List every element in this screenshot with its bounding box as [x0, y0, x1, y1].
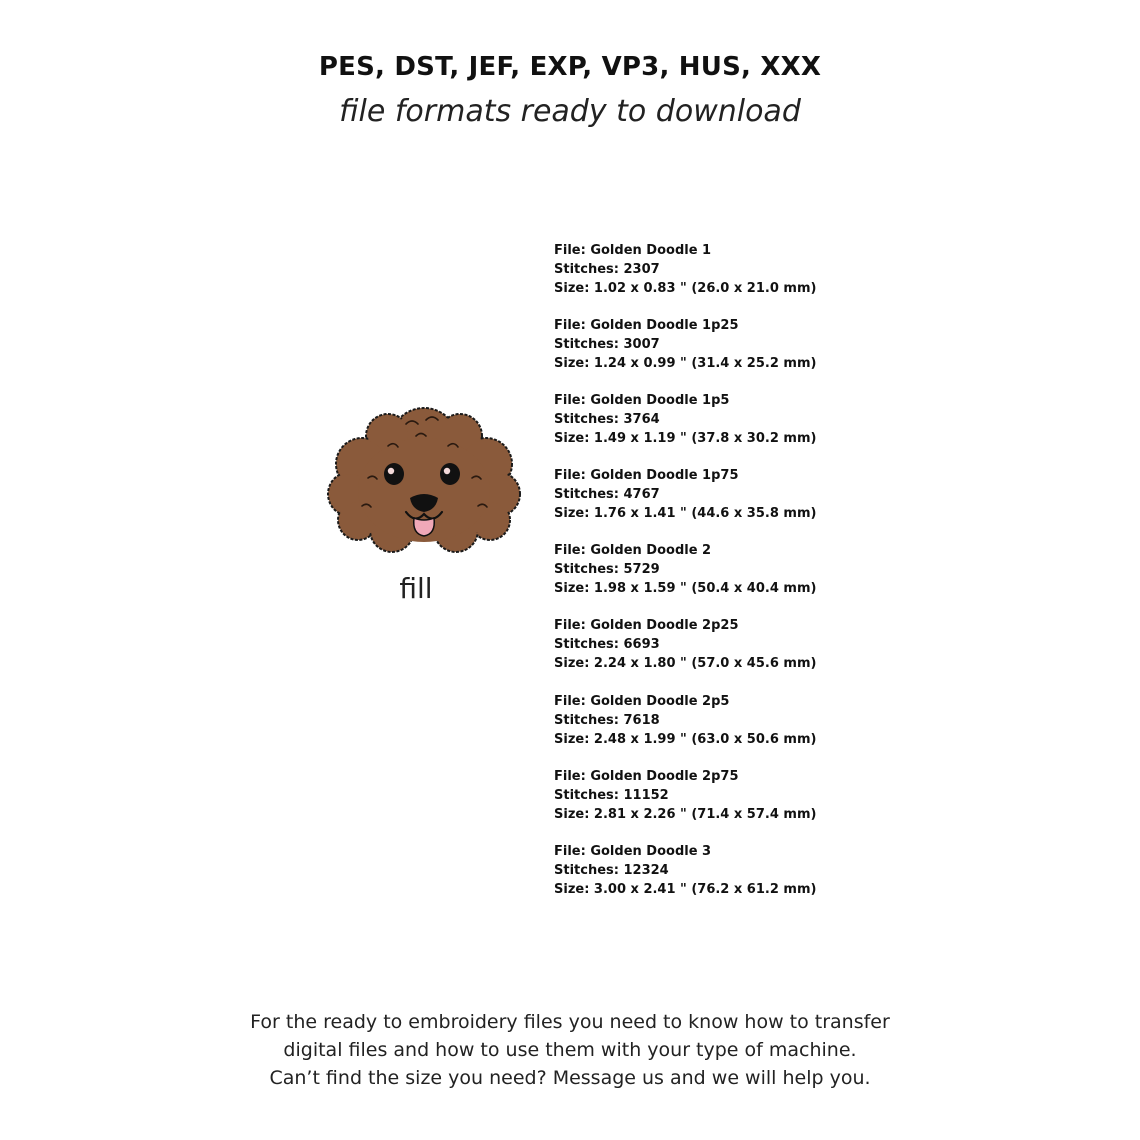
file-stitches: Stitches: 3764 [554, 412, 660, 428]
file-entry [554, 316, 854, 391]
file-size: Size: 2.81 x 2.26 " (71.4 x 57.4 mm) [554, 806, 817, 822]
file-entry [554, 767, 854, 842]
file-stitches: Stitches: 3007 [554, 337, 660, 353]
file-entry [554, 241, 854, 316]
file-stitches: Stitches: 4767 [554, 487, 660, 503]
file-stitches: Stitches: 6693 [554, 637, 660, 653]
file-name: File: Golden Doodle 1 [554, 243, 712, 258]
file-size: Size: 1.49 x 1.19 " (37.8 x 30.2 mm) [554, 431, 817, 447]
footer-line: digital files and how to use them with your type of machine. [283, 1039, 857, 1061]
file-stitches: Stitches: 2307 [554, 262, 660, 277]
design-type-label: fill [399, 572, 433, 605]
file-entry [554, 842, 854, 917]
file-size: Size: 3.00 x 2.41 " (76.2 x 61.2 mm) [554, 881, 817, 897]
file-entry [554, 541, 854, 616]
file-size: Size: 2.24 x 1.80 " (57.0 x 45.6 mm) [554, 656, 817, 672]
file-name: File: Golden Doodle 1p25 [554, 318, 739, 334]
file-name: File: Golden Doodle 2p5 [554, 693, 730, 709]
file-stitches: Stitches: 7618 [554, 712, 660, 728]
file-name: File: Golden Doodle 2 [554, 543, 712, 559]
file-entry [554, 391, 854, 466]
file-name: File: Golden Doodle 1p5 [554, 393, 730, 409]
file-size: Size: 1.76 x 1.41 " (44.6 x 35.8 mm) [554, 506, 817, 522]
file-stitches: Stitches: 12324 [554, 862, 669, 878]
file-stitches: Stitches: 11152 [554, 787, 669, 803]
formats-subtitle: file formats ready to download [339, 94, 801, 129]
file-entry [554, 466, 854, 541]
file-name: File: Golden Doodle 2p25 [554, 618, 739, 634]
file-stitches: Stitches: 5729 [554, 562, 660, 578]
footer-line: For the ready to embroidery files you need to know how to transfer [250, 1011, 890, 1033]
file-size: Size: 1.24 x 0.99 " (31.4 x 25.2 mm) [554, 356, 817, 372]
file-list [554, 241, 854, 917]
file-size: Size: 1.98 x 1.59 " (50.4 x 40.4 mm) [554, 581, 817, 597]
file-size: Size: 2.48 x 1.99 " (63.0 x 50.6 mm) [554, 731, 817, 747]
file-name: File: Golden Doodle 3 [554, 843, 712, 859]
golden-doodle-icon [322, 402, 526, 562]
file-entry [554, 692, 854, 767]
formats-heading: PES, DST, JEF, EXP, VP3, HUS, XXX [318, 52, 822, 82]
file-size: Size: 1.02 x 0.83 " (26.0 x 21.0 mm) [554, 281, 817, 296]
file-entry [554, 616, 854, 691]
file-name: File: Golden Doodle 1p75 [554, 468, 739, 484]
footer-note [0, 1008, 1140, 1092]
file-name: File: Golden Doodle 2p75 [554, 768, 739, 784]
footer-line: Can’t find the size you need? Message us and we will help you. [269, 1067, 871, 1089]
